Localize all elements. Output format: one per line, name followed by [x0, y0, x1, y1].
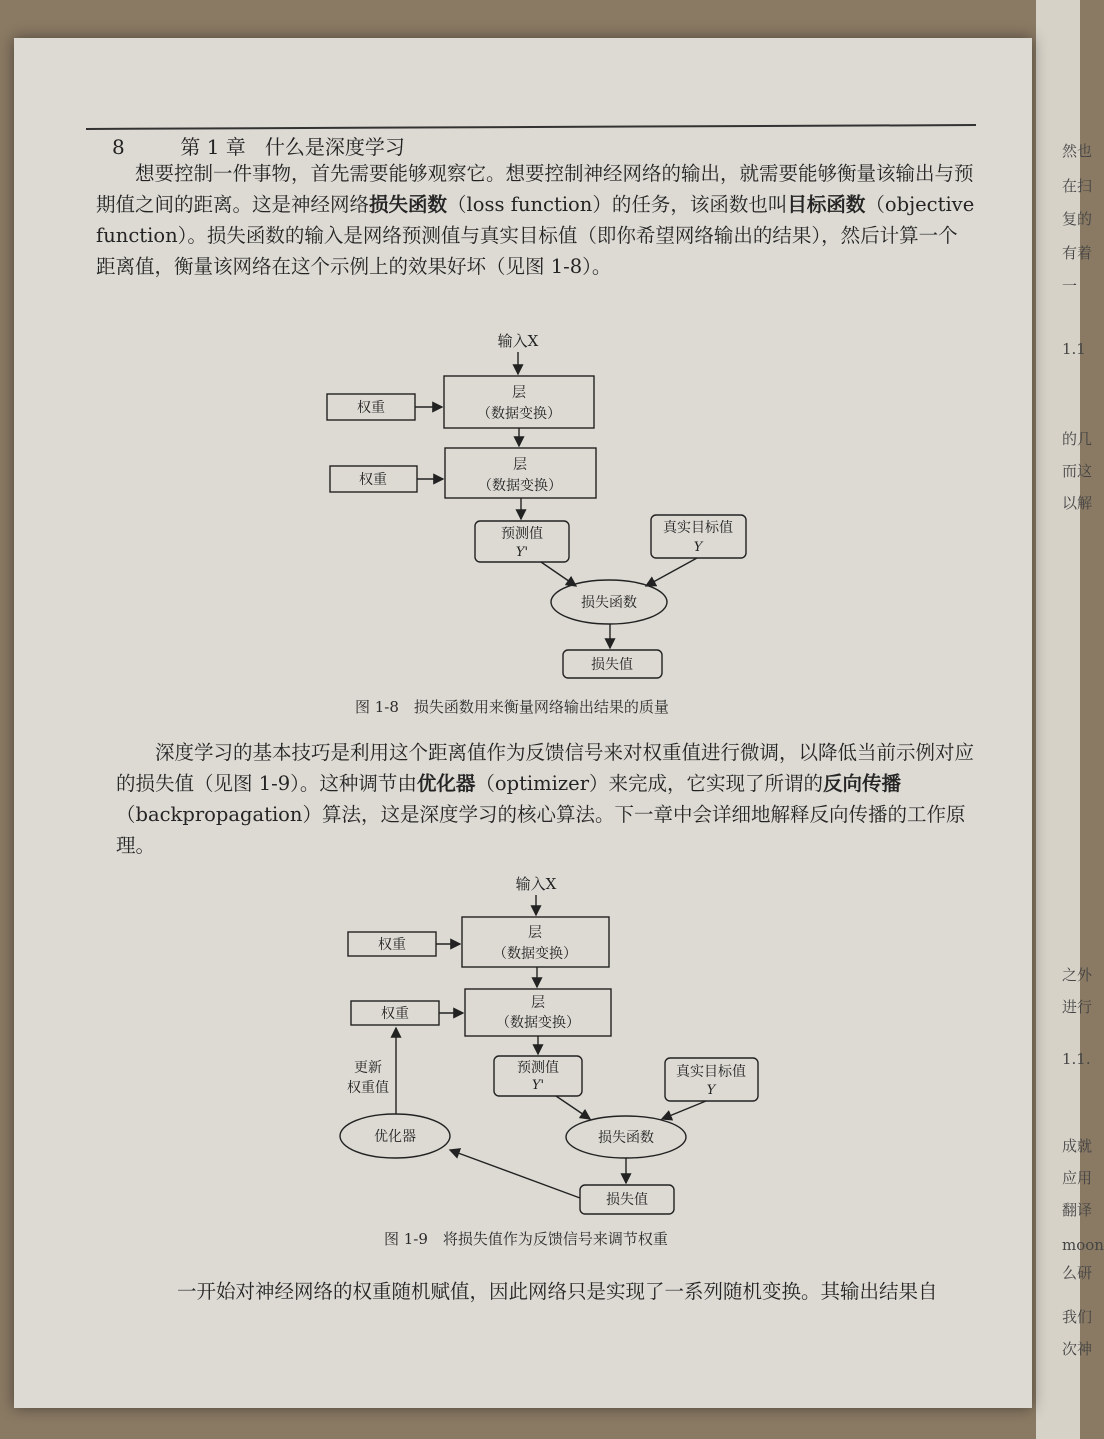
- adjacent-text: moon: [1062, 1236, 1104, 1254]
- loss-value-node: 损失值: [606, 1192, 648, 1208]
- adjacent-text: 之外: [1062, 966, 1093, 984]
- figure-1-9-caption: 图 1-9 将损失值作为反馈信号来调节权重: [384, 1230, 668, 1248]
- adjacent-text: 有着: [1062, 244, 1093, 262]
- update-weights-label: 更新: [354, 1060, 382, 1076]
- adjacent-text: 1.1.: [1062, 1050, 1091, 1068]
- weight-label: 权重: [381, 1006, 409, 1022]
- adjacent-text: 翻译: [1062, 1201, 1093, 1219]
- adjacent-text: 我们: [1062, 1308, 1093, 1326]
- layer-sublabel: （数据变换）: [478, 478, 562, 494]
- weight-label: 权重: [378, 937, 406, 953]
- layer-label: 层: [528, 925, 542, 941]
- adjacent-text: 么研: [1062, 1264, 1093, 1282]
- adjacent-text: 应用: [1062, 1169, 1093, 1187]
- prediction-label: 预测值: [517, 1060, 559, 1076]
- term-backpropagation: 反向传播: [823, 772, 902, 795]
- adjacent-text: 1.1: [1062, 340, 1086, 358]
- adjacent-text: 复的: [1062, 210, 1093, 228]
- true-target-symbol: Y: [693, 540, 703, 555]
- prediction-label: 预测值: [501, 526, 543, 542]
- adjacent-text: 然也: [1062, 142, 1093, 160]
- optimizer-node: 优化器: [374, 1129, 416, 1145]
- figure-1-8-caption: 图 1-8 损失函数用来衡量网络输出结果的质量: [355, 698, 669, 716]
- paragraph-text: （loss function）的任务，该函数也叫: [447, 193, 788, 216]
- prediction-symbol: Y': [531, 1078, 545, 1093]
- loss-function-node: 损失函数: [581, 595, 637, 611]
- loss-function-node: 损失函数: [598, 1130, 654, 1146]
- adjacent-text: 而这: [1062, 462, 1093, 480]
- update-weights-label: 权重值: [347, 1080, 389, 1096]
- layer-label: 层: [513, 457, 527, 473]
- layer-sublabel: （数据变换）: [496, 1015, 580, 1031]
- page-number: 8: [112, 135, 125, 159]
- paragraph-text: （optimizer）来完成，它实现了所谓的: [475, 772, 824, 795]
- term-optimizer: 优化器: [416, 772, 476, 795]
- adjacent-text: 在扫: [1062, 177, 1093, 195]
- input-label: 输入X: [497, 332, 539, 350]
- adjacent-text: 以解: [1062, 494, 1093, 512]
- layer-sublabel: （数据变换）: [493, 946, 577, 962]
- prediction-symbol: Y': [515, 545, 529, 560]
- layer-label: 层: [512, 385, 526, 401]
- paragraph-text: 深度学习的基本技巧是利用这个距离值作为反馈信号来对权重值进行微调，以降低当前示例对应的损失值（见图 1-9）。这种调节由: [116, 741, 975, 795]
- paragraph-text: 想要控制一件事物，首先需要能够观察它。想要控制神经网络的输出，就需要能够衡量该输出与预期值之间的距离。这是神经网络: [96, 162, 974, 216]
- layer-label: 层: [531, 995, 545, 1011]
- adjacent-text: 成就: [1062, 1137, 1093, 1155]
- layer-sublabel: （数据变换）: [477, 406, 561, 422]
- true-target-label: 真实目标值: [663, 520, 733, 536]
- adjacent-text: 进行: [1062, 998, 1093, 1016]
- loss-value-node: 损失值: [591, 657, 633, 673]
- input-label: 输入X: [515, 875, 557, 893]
- chapter-title: 什么是深度学习: [264, 135, 405, 159]
- true-target-label: 真实目标值: [676, 1064, 746, 1080]
- adjacent-text: 一: [1062, 277, 1078, 295]
- true-target-symbol: Y: [706, 1083, 716, 1098]
- term-objective-function: 目标函数: [787, 193, 866, 216]
- weight-label: 权重: [359, 472, 387, 488]
- paragraph-text: （objective function）。损失函数的输入是网络预测值与真实目标值（即你希望网络输出的结果），然后计算一个距离值，衡量该网络在这个示例上的效果好坏（见图 1-8）。: [96, 193, 975, 278]
- adjacent-text: 的几: [1062, 430, 1093, 448]
- weight-label: 权重: [357, 400, 385, 416]
- paragraph-3: [138, 1276, 978, 1307]
- adjacent-text: 次神: [1062, 1340, 1093, 1358]
- paragraph-text: 一开始对神经网络的权重随机赋值，因此网络只是实现了一系列随机变换。其输出结果自: [177, 1280, 938, 1303]
- paragraph-text: （backpropagation）算法，这是深度学习的核心算法。下一章中会详细地解释反向传播的工作原理。: [116, 803, 966, 857]
- chapter-number: 第 1 章: [180, 135, 246, 159]
- term-loss-function: 损失函数: [369, 193, 448, 216]
